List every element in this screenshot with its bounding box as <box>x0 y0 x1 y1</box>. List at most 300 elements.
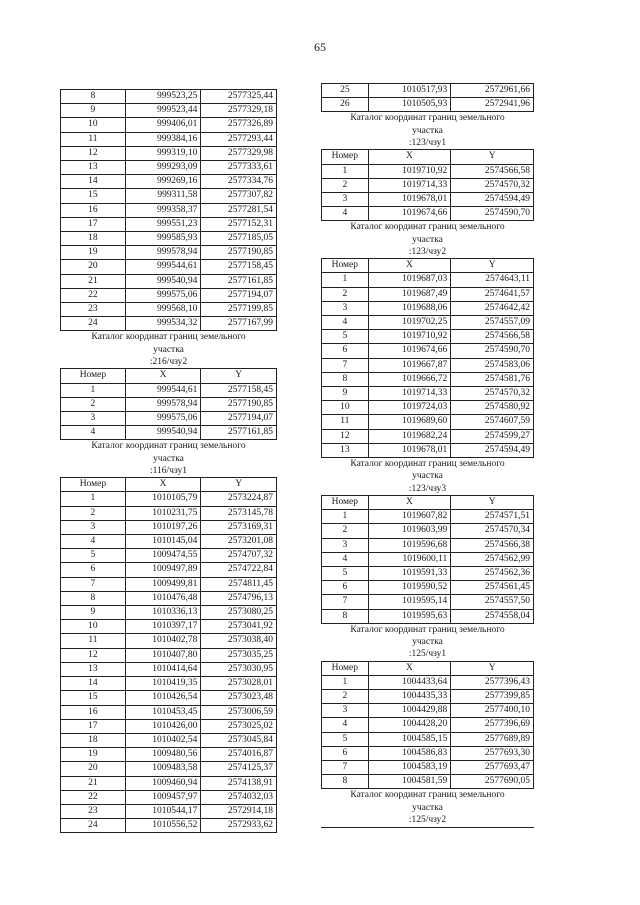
table-cell: 7 <box>322 761 369 775</box>
table-cell: 999358,37 <box>125 203 201 217</box>
table-cell: 1009457,97 <box>125 790 201 804</box>
table-cell: 21 <box>61 274 126 288</box>
table-cell: 26 <box>322 98 369 112</box>
table-row <box>61 648 277 662</box>
table-cell: 3 <box>61 411 126 425</box>
table-cell: 3 <box>322 704 369 718</box>
table-cell: 2574590,70 <box>451 344 534 358</box>
table-cell: 2574566,58 <box>451 330 534 344</box>
table-cell: 1004433,64 <box>368 675 451 689</box>
header-row <box>61 478 277 492</box>
table-cell: 12 <box>61 648 126 662</box>
coordinate-table <box>321 258 534 458</box>
header-row <box>322 259 534 273</box>
table-row <box>322 718 534 732</box>
table-cell: 11 <box>61 132 126 146</box>
table-row <box>61 232 277 246</box>
table-row <box>322 732 534 746</box>
table-cell: 2573025,02 <box>201 719 277 733</box>
column-header: Номер <box>322 661 369 675</box>
table-row <box>322 609 534 623</box>
continuation-table <box>60 89 277 331</box>
table-cell: 4 <box>61 426 126 440</box>
coordinate-table <box>321 149 534 221</box>
caption-code: :123/чзу2 <box>408 246 447 257</box>
caption-caption-line1: Каталог координат границ земельного <box>350 790 505 801</box>
table-cell: 2573028,01 <box>201 677 277 691</box>
table-cell: 2574557,09 <box>451 316 534 330</box>
table-cell: 1 <box>322 273 369 287</box>
table-row <box>322 443 534 457</box>
table-cell: 5 <box>322 566 369 580</box>
table-cell: 2574580,92 <box>451 401 534 415</box>
table-cell: 16 <box>61 705 126 719</box>
table-row <box>61 819 277 833</box>
table-cell: 2574583,06 <box>451 358 534 372</box>
header-row <box>322 661 534 675</box>
table-cell: 1019714,33 <box>368 178 451 192</box>
table-cell: 1010402,78 <box>125 634 201 648</box>
table-cell: 18 <box>61 232 126 246</box>
table-cell: 1009480,56 <box>125 748 201 762</box>
table-cell: 16 <box>61 203 126 217</box>
table-cell: 1009483,58 <box>125 762 201 776</box>
table-cell: 1019667,87 <box>368 358 451 372</box>
table-row <box>322 287 534 301</box>
table-cell: 2 <box>322 690 369 704</box>
table-row <box>61 762 277 776</box>
table-cell: 999568,10 <box>125 303 201 317</box>
catalog-caption <box>321 458 534 495</box>
table-row <box>322 178 534 192</box>
table-cell: 1 <box>322 510 369 524</box>
table-cell: 1019678,01 <box>368 443 451 457</box>
table-cell: 2573023,48 <box>201 691 277 705</box>
table-row <box>61 246 277 260</box>
caption-caption-line1: Каталог координат границ земельного <box>350 624 505 635</box>
table-cell: 2577158,45 <box>201 383 277 397</box>
table-row <box>61 175 277 189</box>
table-cell: 14 <box>61 175 126 189</box>
table-cell: 2572941,96 <box>451 98 534 112</box>
table-cell: 2577281,54 <box>201 203 277 217</box>
table-cell: 2577329,98 <box>201 146 277 160</box>
table-cell: 2577167,99 <box>201 317 277 331</box>
table-cell: 8 <box>322 609 369 623</box>
header-row <box>322 150 534 164</box>
table-cell: 1010476,48 <box>125 591 201 605</box>
table-row <box>322 538 534 552</box>
table-row <box>322 675 534 689</box>
header-row <box>322 495 534 509</box>
table-cell: 1019689,60 <box>368 415 451 429</box>
table-cell: 10 <box>61 118 126 132</box>
column-header: Y <box>451 259 534 273</box>
table-cell: 2574594,49 <box>451 443 534 457</box>
table-row <box>322 746 534 760</box>
table-cell: 1004585,15 <box>368 732 451 746</box>
table-cell: 4 <box>61 535 126 549</box>
table-cell: 1019702,25 <box>368 316 451 330</box>
table-row <box>61 317 277 331</box>
table-cell: 2572933,62 <box>201 819 277 833</box>
table-cell: 1004583,19 <box>368 761 451 775</box>
table-cell: 9 <box>61 606 126 620</box>
caption-caption-line2: участка <box>412 637 443 648</box>
table-cell: 1019674,66 <box>368 207 451 221</box>
table-cell: 1019724,03 <box>368 401 451 415</box>
table-cell: 1009460,94 <box>125 776 201 790</box>
table-row <box>61 634 277 648</box>
table-row <box>61 577 277 591</box>
table-cell: 1019682,24 <box>368 429 451 443</box>
column-header: Y <box>451 150 534 164</box>
table-cell: 2 <box>322 524 369 538</box>
column-header: X <box>125 369 201 383</box>
caption-caption-line2: участка <box>412 125 443 136</box>
table-cell: 8 <box>61 90 126 104</box>
table-cell: 2574016,87 <box>201 748 277 762</box>
table-row <box>322 690 534 704</box>
table-row <box>322 704 534 718</box>
catalog-caption <box>321 221 534 258</box>
table-cell: 2577396,69 <box>451 718 534 732</box>
table-cell: 2 <box>322 178 369 192</box>
table-cell: 2573169,31 <box>201 520 277 534</box>
table-cell: 2577190,85 <box>201 397 277 411</box>
coordinate-table <box>60 368 277 440</box>
table-cell: 1010336,13 <box>125 606 201 620</box>
table-row <box>322 301 534 315</box>
caption-caption-line2: участка <box>412 234 443 245</box>
catalog-caption <box>321 624 534 661</box>
table-cell: 3 <box>322 192 369 206</box>
table-cell: 2573224,87 <box>201 492 277 506</box>
table-cell: 13 <box>61 161 126 175</box>
table-cell: 2573038,40 <box>201 634 277 648</box>
table-cell: 21 <box>61 776 126 790</box>
table-cell: 1 <box>322 164 369 178</box>
table-cell: 999269,16 <box>125 175 201 189</box>
table-row <box>322 566 534 580</box>
table-cell: 999551,23 <box>125 217 201 231</box>
table-row <box>322 98 534 112</box>
table-row <box>322 164 534 178</box>
table-cell: 2574570,34 <box>451 524 534 538</box>
table-cell: 6 <box>322 746 369 760</box>
table-cell: 999578,94 <box>125 397 201 411</box>
table-cell: 19 <box>61 246 126 260</box>
table-cell: 2577690,05 <box>451 775 534 789</box>
caption-code: :116/чзу1 <box>149 465 187 476</box>
table-cell: 2574599,27 <box>451 429 534 443</box>
table-cell: 3 <box>61 520 126 534</box>
caption-caption-line1: Каталог координат границ земельного <box>91 332 246 343</box>
table-cell: 999523,44 <box>125 104 201 118</box>
table-cell: 1010397,17 <box>125 620 201 634</box>
column-header: Номер <box>322 150 369 164</box>
table-cell: 24 <box>61 819 126 833</box>
table-cell: 1019687,03 <box>368 273 451 287</box>
table-row <box>61 520 277 534</box>
coordinate-table <box>60 477 277 833</box>
table-row <box>61 288 277 302</box>
table-cell: 10 <box>61 620 126 634</box>
table-cell: 2577325,44 <box>201 90 277 104</box>
table-cell: 2574566,38 <box>451 538 534 552</box>
caption-caption-line2: участка <box>153 344 184 355</box>
table-cell: 2574125,37 <box>201 762 277 776</box>
table-cell: 8 <box>322 775 369 789</box>
caption-caption-line1: Каталог координат границ земельного <box>91 441 246 452</box>
table-cell: 20 <box>61 260 126 274</box>
table-row <box>322 192 534 206</box>
table-cell: 2574811,45 <box>201 577 277 591</box>
table-row <box>61 705 277 719</box>
table-cell: 1 <box>61 383 126 397</box>
table-row <box>61 303 277 317</box>
table-cell: 999575,06 <box>125 288 201 302</box>
table-cell: 2577158,45 <box>201 260 277 274</box>
table-cell: 2577194,07 <box>201 288 277 302</box>
table-cell: 1010197,26 <box>125 520 201 534</box>
table-cell: 7 <box>322 595 369 609</box>
table-row <box>322 207 534 221</box>
table-cell: 13 <box>322 443 369 457</box>
table-cell: 1019591,33 <box>368 566 451 580</box>
catalog-caption <box>60 331 277 368</box>
table-row <box>61 591 277 605</box>
table-cell: 2573201,08 <box>201 535 277 549</box>
column-header: Номер <box>61 478 126 492</box>
table-cell: 17 <box>61 217 126 231</box>
table-cell: 2573080,25 <box>201 606 277 620</box>
table-cell: 1010145,04 <box>125 535 201 549</box>
table-cell: 22 <box>61 288 126 302</box>
table-cell: 999540,94 <box>125 274 201 288</box>
table-cell: 18 <box>61 733 126 747</box>
table-cell: 1010105,79 <box>125 492 201 506</box>
column-header: X <box>368 661 451 675</box>
table-row <box>61 397 277 411</box>
caption-caption-line1: Каталог координат границ земельного <box>350 222 505 233</box>
table-cell: 19 <box>61 748 126 762</box>
table-row <box>61 719 277 733</box>
table-cell: 2574561,45 <box>451 581 534 595</box>
table-row <box>61 662 277 676</box>
table-cell: 2574138,91 <box>201 776 277 790</box>
table-cell: 1010426,00 <box>125 719 201 733</box>
table-cell: 14 <box>61 677 126 691</box>
table-cell: 1009474,55 <box>125 549 201 563</box>
table-row <box>61 118 277 132</box>
table-cell: 2574796,13 <box>201 591 277 605</box>
column-header: Y <box>451 495 534 509</box>
table-cell: 1010453,45 <box>125 705 201 719</box>
table-cell: 999523,25 <box>125 90 201 104</box>
table-row <box>322 429 534 443</box>
table-cell: 1019596,68 <box>368 538 451 552</box>
table-cell: 2577161,85 <box>201 426 277 440</box>
table-cell: 1010544,17 <box>125 804 201 818</box>
column-header: Номер <box>322 259 369 273</box>
catalog-caption <box>321 112 534 149</box>
table-cell: 11 <box>61 634 126 648</box>
table-row <box>61 90 277 104</box>
table-cell: 999544,61 <box>125 383 201 397</box>
table-row <box>322 372 534 386</box>
table-cell: 7 <box>322 358 369 372</box>
table-cell: 1010505,93 <box>368 98 451 112</box>
table-row <box>322 595 534 609</box>
table-cell: 25 <box>322 84 369 98</box>
right-column <box>321 83 534 828</box>
column-header: Номер <box>61 369 126 383</box>
table-cell: 1019590,52 <box>368 581 451 595</box>
table-cell: 2577185,05 <box>201 232 277 246</box>
table-cell: 5 <box>61 549 126 563</box>
table-cell: 999319,10 <box>125 146 201 160</box>
table-cell: 4 <box>322 718 369 732</box>
column-header: X <box>368 495 451 509</box>
table-cell: 11 <box>322 415 369 429</box>
column-header: X <box>368 150 451 164</box>
table-cell: 2577399,85 <box>451 690 534 704</box>
table-cell: 1010419,35 <box>125 677 201 691</box>
table-row <box>61 383 277 397</box>
table-row <box>322 510 534 524</box>
table-row <box>61 776 277 790</box>
table-cell: 9 <box>61 104 126 118</box>
table-cell: 2577693,47 <box>451 761 534 775</box>
table-cell: 2574562,99 <box>451 552 534 566</box>
table-cell: 2573030,95 <box>201 662 277 676</box>
table-row <box>61 161 277 175</box>
table-cell: 7 <box>61 577 126 591</box>
table-cell: 2573006,59 <box>201 705 277 719</box>
table-cell: 2573035,25 <box>201 648 277 662</box>
table-cell: 2574566,58 <box>451 164 534 178</box>
table-cell: 15 <box>61 691 126 705</box>
table-cell: 1010402,54 <box>125 733 201 747</box>
coordinate-table <box>321 661 534 790</box>
table-row <box>322 761 534 775</box>
table-cell: 2574722,84 <box>201 563 277 577</box>
table-cell: 4 <box>322 552 369 566</box>
table-row <box>61 677 277 691</box>
table-row <box>322 330 534 344</box>
table-cell: 9 <box>322 387 369 401</box>
table-cell: 2574562,36 <box>451 566 534 580</box>
table-cell: 12 <box>61 146 126 160</box>
table-cell: 1004581,59 <box>368 775 451 789</box>
table-cell: 6 <box>61 563 126 577</box>
table-row <box>322 316 534 330</box>
table-cell: 2577334,76 <box>201 175 277 189</box>
table-cell: 2577199,85 <box>201 303 277 317</box>
header-row <box>61 369 277 383</box>
table-cell: 2577693,30 <box>451 746 534 760</box>
table-cell: 2577689,89 <box>451 732 534 746</box>
table-cell: 23 <box>61 303 126 317</box>
column-header: X <box>125 478 201 492</box>
column-header: Номер <box>322 495 369 509</box>
table-cell: 2577194,07 <box>201 411 277 425</box>
table-cell: 999578,94 <box>125 246 201 260</box>
table-row <box>61 146 277 160</box>
table-cell: 2574032,03 <box>201 790 277 804</box>
table-cell: 1004435,33 <box>368 690 451 704</box>
table-cell: 2574643,11 <box>451 273 534 287</box>
table-cell: 22 <box>61 790 126 804</box>
table-cell: 1009499,81 <box>125 577 201 591</box>
table-cell: 1010414,64 <box>125 662 201 676</box>
table-cell: 1 <box>61 492 126 506</box>
table-row <box>322 344 534 358</box>
table-row <box>61 606 277 620</box>
table-row <box>61 691 277 705</box>
table-cell: 1019595,63 <box>368 609 451 623</box>
left-column <box>60 89 277 833</box>
table-row <box>322 84 534 98</box>
table-cell: 8 <box>61 591 126 605</box>
table-row <box>61 804 277 818</box>
table-cell: 1019714,33 <box>368 387 451 401</box>
table-cell: 1004429,88 <box>368 704 451 718</box>
column-header: Y <box>451 661 534 675</box>
table-cell: 13 <box>61 662 126 676</box>
table-cell: 2574594,49 <box>451 192 534 206</box>
caption-caption-line1: Каталог координат границ земельного <box>350 459 505 470</box>
table-cell: 1019607,82 <box>368 510 451 524</box>
table-cell: 2 <box>322 287 369 301</box>
caption-caption-line2: участка <box>153 453 184 464</box>
table-cell: 3 <box>322 538 369 552</box>
table-row <box>322 524 534 538</box>
table-row <box>61 748 277 762</box>
table-cell: 1004586,83 <box>368 746 451 760</box>
table-cell: 999534,32 <box>125 317 201 331</box>
coordinate-table <box>321 495 534 624</box>
table-cell: 999293,09 <box>125 161 201 175</box>
continuation-table <box>321 83 534 112</box>
table-cell: 1009497,89 <box>125 563 201 577</box>
table-row <box>61 274 277 288</box>
table-cell: 1004428,20 <box>368 718 451 732</box>
table-cell: 2574642,42 <box>451 301 534 315</box>
table-cell: 4 <box>322 316 369 330</box>
table-cell: 999384,16 <box>125 132 201 146</box>
table-cell: 2574641,57 <box>451 287 534 301</box>
table-row <box>61 411 277 425</box>
catalog-caption <box>60 440 277 477</box>
table-cell: 2573045,84 <box>201 733 277 747</box>
column-header: Y <box>201 478 277 492</box>
table-cell: 2577333,61 <box>201 161 277 175</box>
table-row <box>61 563 277 577</box>
table-row <box>61 104 277 118</box>
table-cell: 2577293,44 <box>201 132 277 146</box>
table-cell: 3 <box>322 301 369 315</box>
table-row <box>322 401 534 415</box>
table-cell: 2574570,32 <box>451 178 534 192</box>
table-row <box>61 620 277 634</box>
table-cell: 1010517,93 <box>368 84 451 98</box>
table-cell: 1010231,75 <box>125 506 201 520</box>
table-cell: 999575,06 <box>125 411 201 425</box>
table-cell: 2572914,18 <box>201 804 277 818</box>
table-cell: 999406,01 <box>125 118 201 132</box>
